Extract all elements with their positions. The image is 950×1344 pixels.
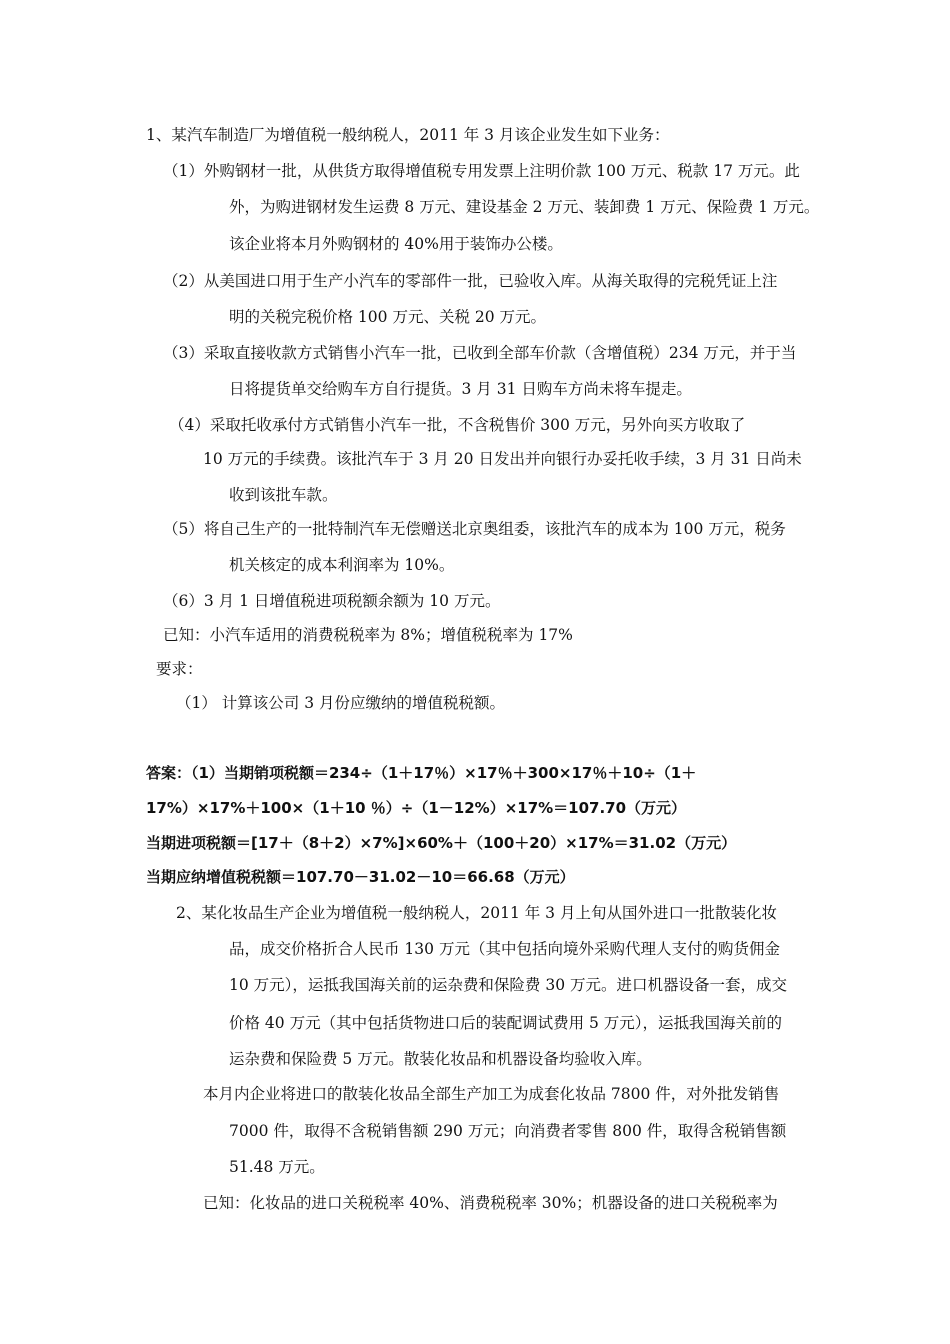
q1-item5-line2: 机关核定的成本利润率为 10%。 (229, 556, 455, 574)
q2-para2-line2: 7000 件，取得不含税销售额 290 万元；向消费者零售 800 件，取得含税销售额 (229, 1122, 787, 1140)
q1-item1-line1: （1）外购钢材一批，从供货方取得增值税专用发票上注明价款 100 万元、税款 17 万元。此 (163, 162, 800, 180)
q1-requirement-1: （1） 计算该公司 3 月份应缴纳的增值税税额。 (176, 694, 506, 712)
q1-item4-line3: 收到该批车款。 (229, 486, 338, 504)
q2-para2-line1: 本月内企业将进口的散装化妆品全部生产加工为成套化妆品 7800 件，对外批发销售 (203, 1085, 780, 1103)
q2-para1-line1: 2、某化妆品生产企业为增值税一般纳税人，2011 年 3 月上旬从国外进口一批散装化妆 (176, 904, 777, 922)
q1-item1-line3: 该企业将本月外购钢材的 40%用于装饰办公楼。 (229, 235, 563, 253)
q2-para1-line3: 10 万元），运抵我国海关前的运杂费和保险费 30 万元。进口机器设备一套，成交 (229, 976, 787, 994)
q1-item6: （6）3 月 1 日增值税进项税额余额为 10 万元。 (163, 592, 501, 610)
q2-known: 已知：化妆品的进口关税税率 40%、消费税税率 30%；机器设备的进口关税税率为 (203, 1194, 778, 1212)
q1-requirement-label: 要求： (156, 660, 203, 678)
q1-item3-line2: 日将提货单交给购车方自行提货。3 月 31 日购车方尚未将车提走。 (229, 380, 692, 398)
q2-para2-line3: 51.48 万元。 (229, 1158, 325, 1176)
q2-para1-line2: 品，成交价格折合人民币 130 万元（其中包括向境外采购代理人支付的购货佣金 (229, 940, 780, 958)
q2-para1-line4: 价格 40 万元（其中包括货物进口后的装配调试费用 5 万元），运抵我国海关前的 (229, 1014, 783, 1032)
q1-item2-line2: 明的关税完税价格 100 万元、关税 20 万元。 (229, 308, 547, 326)
q1-item3-line1: （3）采取直接收款方式销售小汽车一批，已收到全部车价款（含增值税）234 万元，并于当 (163, 344, 797, 362)
answer-line4: 当期应纳增值税税额＝107.70－31.02－10＝66.68（万元） (146, 868, 575, 886)
q2-para1-line5: 运杂费和保险费 5 万元。散装化妆品和机器设备均验收入库。 (229, 1050, 652, 1068)
q1-item1-line2: 外，为购进钢材发生运费 8 万元、建设基金 2 万元、装卸费 1 万元、保险费 1 万元。 (229, 198, 820, 216)
q1-item5-line1: （5）将自己生产的一批特制汽车无偿赠送北京奥组委，该批汽车的成本为 100 万元，税务 (163, 520, 786, 538)
q1-known: 已知：小汽车适用的消费税税率为 8%；增值税税率为 17% (163, 626, 573, 644)
answer-line1: 答案：（1）当期销项税额＝234÷（1＋17％）×17％＋300×17％＋10÷（1＋ (146, 764, 697, 782)
q1-item4-line1: （4）采取托收承付方式销售小汽车一批，不含税售价 300 万元，另外向买方收取了 (169, 416, 746, 434)
q1-item2-line1: （2）从美国进口用于生产小汽车的零部件一批，已验收入库。从海关取得的完税凭证上注 (163, 272, 778, 290)
q1-item4-line2: 10 万元的手续费。该批汽车于 3 月 20 日发出并向银行办妥托收手续，3 月 31 日尚未 (203, 450, 802, 468)
answer-line2: 17%）×17%＋100×（1＋10 ％）÷（1－12%）×17%＝107.70（万元） (146, 799, 687, 817)
q1-intro: 1、某汽车制造厂为增值税一般纳税人，2011 年 3 月该企业发生如下业务： (146, 126, 670, 144)
answer-line3: 当期进项税额＝[17＋（8＋2）×7%]×60%＋（100＋20）×17%＝31.02（万元） (146, 834, 737, 852)
